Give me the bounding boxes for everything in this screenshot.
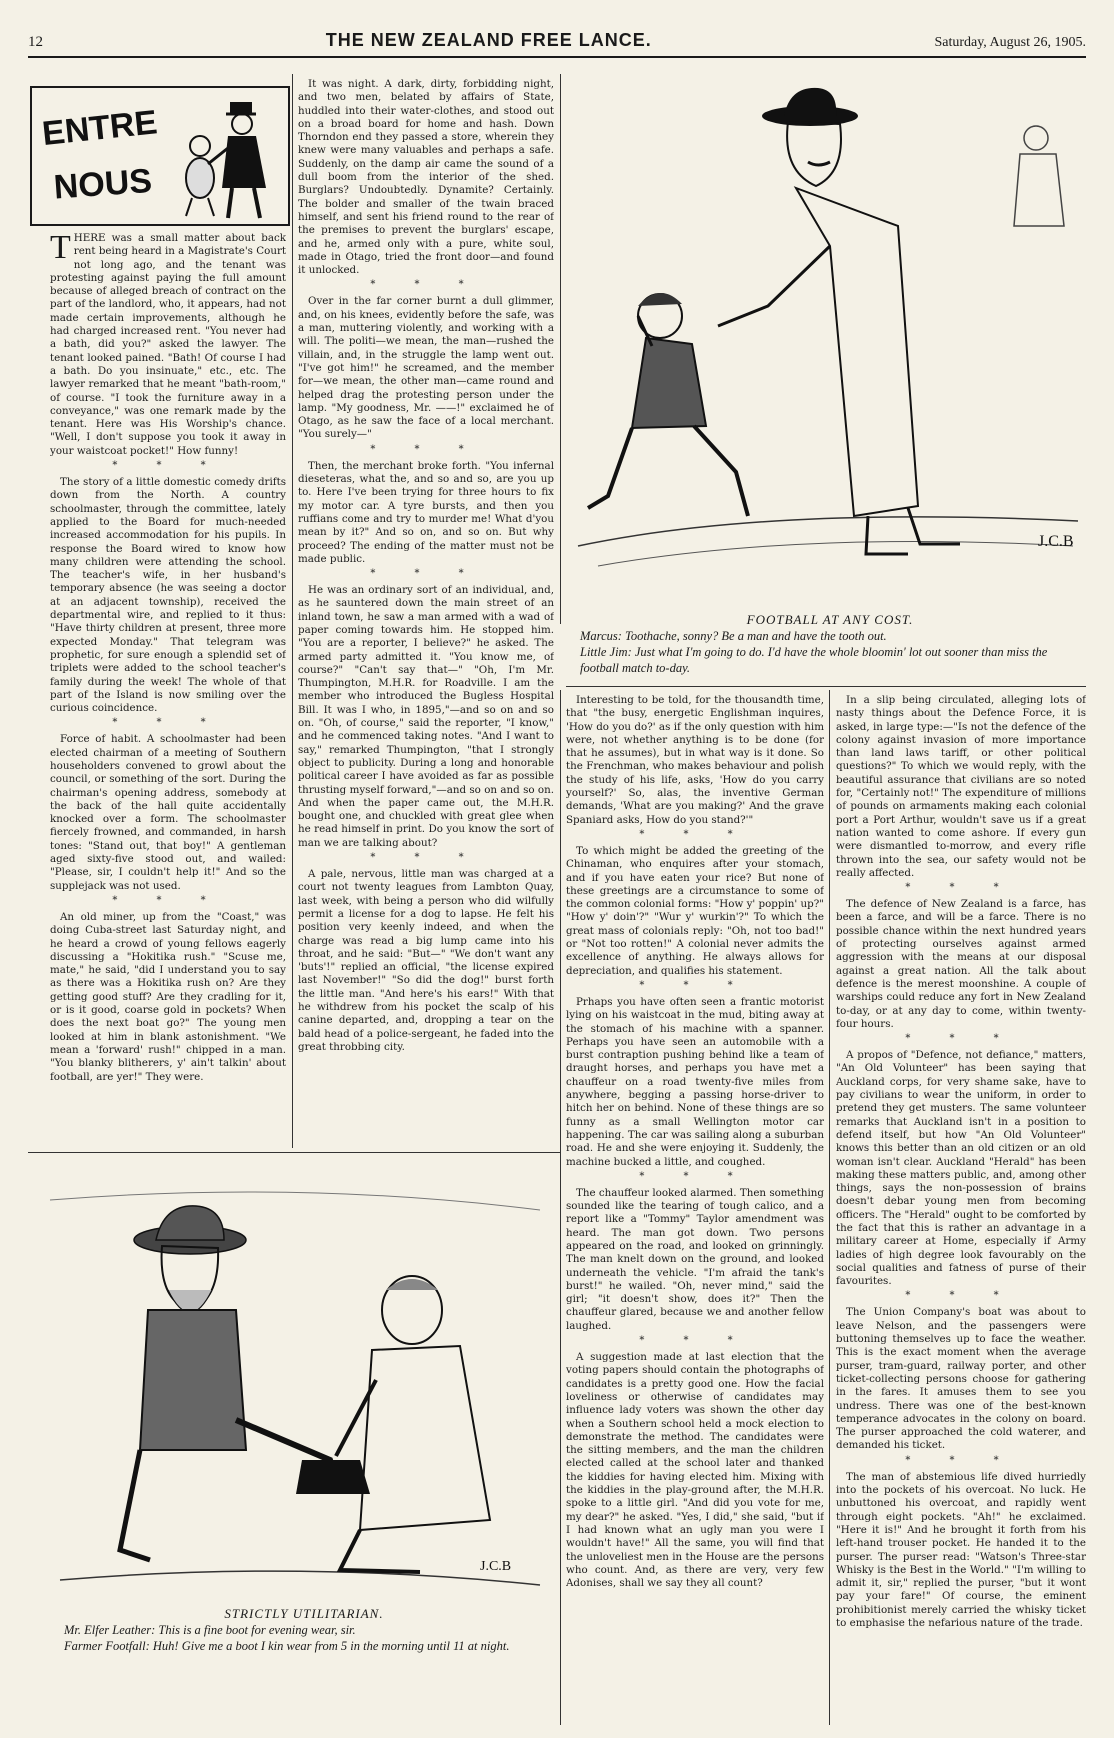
- article-paragraph: The man of abstemious life dived hurriedly into the pockets of his overcoat. No luck. He unbuttoned his overcoat, and rapidly went through eight pockets. "Ah!" he exclaimed. "Here it is!" And he brought it forth from his left-hand trouser pocket. He handed it to the purser. The purser read: "Watson's Three-star Whisky is the Best in the World." "I'm willing to admit it, sir," replied the purser, "but it wont pay your fare!" Of course, the eminent prohibitionist merely carried the whisky ticket to emphasise the nefarious nature of the trade.: [836, 1470, 1086, 1629]
- masthead: [28, 30, 1086, 58]
- column-rule: [560, 690, 561, 1725]
- section-separator: * * *: [112, 717, 224, 729]
- article-paragraph: A pale, nervous, little man was charged at a court not twenty leagues from Lambton Quay, last week, with being a person who did wilfully permit a license for a dog to lapse. He felt his position very keenly indeed, and when the charge was read a big lump came into his throat, and he said: "But—" "We don't want any 'buts'!" replied an official, "the license expired last November!" "So did the dog!" burst forth the little man. "And here's his ears!" With that he withdrew from his pocket the scalp of his canine departed, and, dropping a tear on the bald head of a police-sergeant, he faded into the great throbbing city.: [298, 868, 554, 1053]
- column-rule: [829, 690, 830, 1725]
- caption-line: Mr. Elfer Leather: This is a fine boot for evening wear, sir.: [64, 1623, 356, 1637]
- football-illustration: [568, 76, 1086, 606]
- section-separator: * * *: [370, 443, 482, 455]
- article-paragraph: The Union Company's boat was about to leave Nelson, and the passengers were buttoning themselves up to face the weather. This is the exact moment when the average purser, tram-guard, railway porter, and other ticket-collecting persons choose for gathering in the fares. It amuses them to see you undress. There was one of the best-known temperance advocates in the colony on board. The purser approached the cold waterer, and demanded his ticket.: [836, 1306, 1086, 1452]
- section-separator: * * *: [905, 1290, 1017, 1302]
- section-rule: [566, 686, 1086, 687]
- section-rule: [28, 1152, 560, 1153]
- section-separator: * * *: [370, 852, 482, 864]
- article-paragraph: Prhaps you have often seen a frantic motorist lying on his waistcoat in the mud, biting away at the stomach of his machine with a spanner. Perhaps you have seen an automobile with a burst contraption pushing behind like a team of draught horses, and perhaps you have met a chauffeur on a road twenty-five miles from anywhere, begging a passing horse-driver to hitch her on behind. None of these things are so funny as a small Wellington motor car happening. The car was sailing along a suburban road. He and she were enjoying it. Suddenly, the machine bucked a little, and coughed.: [566, 995, 824, 1168]
- boot-cartoon: [40, 1160, 550, 1600]
- section-separator: * * *: [370, 279, 482, 291]
- caption-line: Marcus: Toothache, sonny? Be a man and have the tooth out.: [580, 629, 887, 643]
- section-separator: * * *: [905, 1033, 1017, 1045]
- entre-nous-illustration: [32, 88, 288, 224]
- article-paragraph: The chauffeur looked alarmed. Then something sounded like the tearing of tough calico, and a report like a "Tommy" Taylor amendment was heard. The man got down. Two persons appeared on the road, and looked on grinningly. The man knelt down on the ground, and looked underneath the vehicle. "I'm afraid the tank's burst!" he wailed. "Oh, never mind," said the girl; "it doesn't show, does it?" Then the chauffeur glared, because we and another fellow laughed.: [566, 1186, 824, 1332]
- boot-illustration: [40, 1160, 550, 1600]
- logo-word-nous: NOUS: [52, 161, 154, 207]
- column-3: [566, 694, 824, 1728]
- column-rule: [560, 74, 561, 624]
- boot-caption: [64, 1606, 544, 1654]
- page-number: 12: [28, 34, 43, 50]
- section-separator: * * *: [905, 882, 1017, 894]
- entre-nous-logo: [30, 86, 290, 226]
- section-separator: * * *: [370, 568, 482, 580]
- column-2: [298, 78, 554, 1148]
- caption-line: Farmer Footfall: Huh! Give me a boot I kin wear from 5 in the morning until 11 at night.: [64, 1639, 510, 1653]
- section-separator: * * *: [639, 1335, 751, 1347]
- section-separator: * * *: [639, 1170, 751, 1182]
- issue-date: Saturday, August 26, 1905.: [934, 35, 1086, 50]
- cartoon-title: STRICTLY UTILITARIAN.: [224, 1606, 384, 1621]
- article-paragraph: A suggestion made at last election that the voting papers should contain the photographs of candidates is a pretty good one. How the facial loveliness or otherwise of candidates may influence lady voters was shown the other day when a Southern school held a mock election to demonstrate the method. The candidates were the sitting members, and the man the children elected called at the school later and thanked the kiddies for having elected him. Mixing with the kiddies in the play-ground after, the M.H.R. spoke to a little girl. "And did you vote for me, my dear?" he asked. "Yes, I did," she said, "but if I had known what an ugly man you were I wouldn't have!" All the same, you will find that the unloveliest men in the House are the persons who count. And, as there are very, very few Adonises, shall we say they all count?: [566, 1351, 824, 1590]
- section-separator: * * *: [639, 828, 751, 840]
- artist-signature: J.C.B: [480, 1559, 512, 1574]
- football-cartoon: [568, 76, 1086, 606]
- football-caption: [580, 612, 1080, 676]
- article-paragraph: Then, the merchant broke forth. "You infernal dieseteras, what the, and so and so, are you up to. Here I've been trying for three hours to fix my motor car. A tyre bursts, and then you ruffians come and try to murder me! What d'you mean by it?" And so on, and so on. But why proceed? The ending of the matter must not be made public.: [298, 459, 554, 565]
- column-4: [836, 694, 1086, 1728]
- column-1: [50, 232, 286, 1148]
- cartoon-title: FOOTBALL AT ANY COST.: [746, 612, 914, 627]
- column-rule: [292, 74, 293, 1148]
- article-paragraph: In a slip being circulated, alleging lots of nasty things about the Defence Force, it is asked, in large type:—"Is not the defence of the colony against invasion of more importance than land laws tariff, or other political questions?" To which we would reply, with the beautiful assurance that civilians are so noted for, "Certainly not!" The expenditure of millions of pounds on armaments making each colonial port a Port Arthur, wouldn't save us if a great nation wanted to come ashore. If every gun were dismantled to-morrow, and every rifle thrown into the sea, our safety would not be really affected.: [836, 694, 1086, 879]
- caption-line: Little Jim: Just what I'm going to do. I'd have the whole bloomin' lot out sooner than miss the football match to-day.: [580, 645, 1048, 675]
- article-paragraph: An old miner, up from the "Coast," was doing Cuba-street last Saturday night, and he heard a crowd of young fellows eagerly discussing a "Hokitika rush." "Scuse me, mate," he said, "did I understand you to say as there was a Hokitika rush on? Are they getting good stuff? Are they cradling for it, or is it good, coarse gold in pockets? When does the next boat go?" The young men looked at him in blank astonishment. "We mean a 'forward' rush!" chipped in a man. "You blanky blitherers, y' ain't talkin' about football, are yer!" They were.: [50, 910, 286, 1083]
- article-paragraph: Force of habit. A schoolmaster had been elected chairman of a meeting of Southern householders convened to growl about the council, or something of the sort. During the chairman's opening address, somebody at the back of the hall quite accidentally knocked over a form. The schoolmaster fiercely frowned, and commanded, in harsh tones: "Stand out, that boy!" A gentleman aged sixty-five stood out, and wailed: "Please, sir, I couldn't help it!" And so the supplejack was not used.: [50, 733, 286, 892]
- article-paragraph: HERE was a small matter about back rent being heard in a Magistrate's Court not long ago, and the tenant was protesting against paying the full amount because of alleged breach of contract on the part of the landlord, who, it appears, had not made certain improvements, although he had charged increased rent. "You never had a bath, did you?" asked the lawyer. The tenant looked pained. "Bath! Of course I had a bath. Do you insinuate," etc., etc. The lawyer remarked that he meant "bath-room," of course. "I took the furniture away in a conveyance," was one remark made by the tenant. Here was His Worship's chance. "Well, I don't suppose you took it away in your waistcoat pocket!" How funny!: [50, 232, 286, 457]
- logo-word-entre: ENTRE: [40, 103, 159, 154]
- article-paragraph: The defence of New Zealand is a farce, has been a farce, and will be a farce. There is no possible chance within the next hundred years of protecting ourselves against armed aggression with the means at our disposal against a great nation. All the talk about defence is the merest moonshine. A couple of warships could reduce any fort in New Zealand to-day, or at any day to come, within twenty-four hours.: [836, 898, 1086, 1030]
- section-separator: * * *: [639, 979, 751, 991]
- section-separator: * * *: [112, 894, 224, 906]
- newspaper-title: THE NEW ZEALAND FREE LANCE.: [325, 30, 652, 50]
- section-separator: * * *: [112, 460, 224, 472]
- article-paragraph: To which might be added the greeting of the Chinaman, who enquires after your stomach, and if you have eaten your rice? But none of these greetings are a circumstance to some of the common colonial forms: "How y' poppin' up?" "How y' doin'?" "Wur y' wurkin'?" To which the great mass of colonials reply: "Oh, not too bad!" or "Not too rotten!" A colonial never admits the excellence of anything. He always allows for depreciation, and qualifies his statement.: [566, 844, 824, 977]
- article-paragraph: It was night. A dark, dirty, forbidding night, and two men, belated by affairs of State, huddled into their water-clothes, and stood out on a broad board for home and hash. Down Thorndon end they passed a store, wherein they knew were many valuables and perhaps a safe. Suddenly, on the damp air came the sound of a dull boom from the interior of the shed. Burglars? Undoubtedly. Dynamite? Certainly. The bolder and smaller of the twain braced himself, and sent his friend round to the rear of the premises to prevent the burglars' escape, and he, armed only with a pure, white soul, made in Otago, tried the front door—and found it unlocked.: [298, 78, 554, 277]
- article-paragraph: Interesting to be told, for the thousandth time, that "the busy, energetic Englishman inquires, 'How do you do?' as if the only question with him were, not whether anything is to be done (for that he assumes), but in what way is it done. So the Frenchman, who makes behaviour and polish the study of his life, asks, 'How do you carry yourself?' So, alas, the inventive German demands, 'What are you making?' And the grave Spaniard asks, How do you stand?'": [566, 694, 824, 826]
- article-paragraph: He was an ordinary sort of an individual, and, as he sauntered down the main street of an inland town, he saw a man armed with a wad of paper coming towards him. He stopped him. "You are a reporter, I believe?" he asked. The armed party admitted it. "You know me, of course?" "Can't say that—" "Oh, I'm Mr. Thumpington, M.H.R. for Roadville. I am the member who introduced the Bugless Hospital Bill. It was I who, in 1895,"—and so on and so on. "Oh, of course," said the reporter, "I know," and he commenced taking notes. "And I want to say," remarked Thumpington, "that I strongly object to publicity. During a long and honorable political career I have avoided as far as possible thrusting myself forward,"—and so on and so on. And when the paper came out, the M.H.R. bought one, and chuckled with great glee when he read himself in print. Do you know the sort of man we are talking about?: [298, 584, 554, 849]
- article-paragraph: The story of a little domestic comedy drifts down from the North. A country schoolmaster, through the committee, lately applied to the Board for much-needed increased accommodation for his pupils. In response the Board wired to know how many children were attending the school. The teacher's wife, in her husband's temporary absence (he was seeing a doctor at an adjacent township), received the departmental wire, and replied to it thus: "Have thirty children at present, three more expected Monday." That telegram was prophetic, for sure enough a splendid set of triplets were added to the school teacher's family during the week! The whole of that part of the Island is now smiling over the curious coincidence.: [50, 476, 286, 715]
- section-separator: * * *: [905, 1454, 1017, 1466]
- article-paragraph: A propos of "Defence, not defiance," matters, "An Old Volunteer" has been saying that Auckland corps, for very shame sake, have to pay civilians to wear the uniform, in order to pretend they get musters. The same volunteer remarks that Auckland isn't in a position to defend itself, but how "An Old Volunteer" knows this better than an old citizen or an old woman isn't clear. Auckland "Herald" has been making these matters public, and, among other things, says the non-possession of brains doesn't debar young men from becoming officers. The "Herald" ought to be comforted by the fact that this is rather an advantage in a military career at Home, especially if Army ladies of high degree look favourably on the social qualities and fatness of purse of their favourites.: [836, 1049, 1086, 1288]
- article-paragraph: Over in the far corner burnt a dull glimmer, and, on his knees, evidently before the safe, was a man, muttering violently, and working with a will. The politi—we mean, the man—rushed the villain, and, in the struggle the lamp went out. "I've got him!" he screamed, and the member for—we mean, the other man—came round and helped drag the protesting person under the lamp. "My goodness, Mr. ——!" exclaimed he of Otago, as he saw the face of a local merchant. "You surely—": [298, 295, 554, 441]
- artist-signature: J.C.B: [1038, 533, 1074, 550]
- drop-cap: T: [50, 232, 71, 266]
